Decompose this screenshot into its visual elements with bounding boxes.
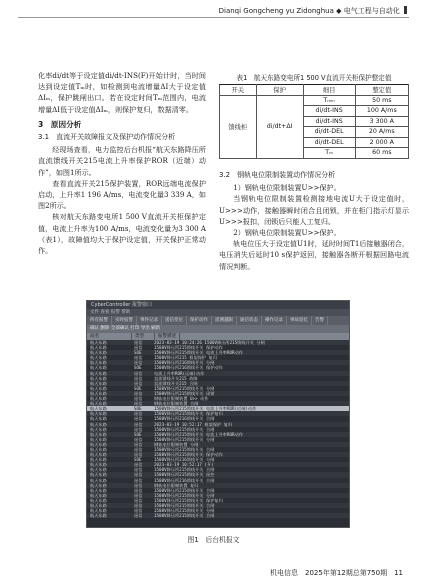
alarm-desc: 1500V降压所215馈线开关 保护动作 [154,345,223,351]
alarm-desc: 1500V降压所216馈线开关 保护动作 [154,365,223,371]
alarm-desc: 直流馈线开关215 故障 [154,375,198,381]
page-footer: 机电信息 2025年第12期总第750期 11 [270,569,403,577]
subheading-2: 2）钢轨电位限制装置U>>保护。 [233,228,341,238]
table-header-protection: 保护 [256,85,303,96]
alarm-type: 遥信 [134,467,143,473]
alarm-station: 航天东路 [90,441,107,447]
alarm-desc: 2023-03-19 10:52:17 框架保护 复归 [154,421,233,427]
alarm-type: 遥信 [134,492,143,498]
alarm-type: 遥信 [134,360,143,366]
alarm-type: 遥信 [134,472,143,478]
alarm-type: SOE [134,350,142,356]
screenshot-tab: 通信状态 [237,316,262,325]
alarm-desc: 1500V降压所215馈线开关 合闸 [154,467,215,473]
alarm-desc: 1500V降压所216馈线开关 合闸 [154,477,215,483]
alarm-station: 航天东路 [90,406,107,412]
alarm-list [87,340,349,518]
alarm-desc: 1500V降压所215馈线开关 合闸 [154,446,215,452]
screenshot-menu: 文件 查看 报警 帮助 [87,309,349,316]
alarm-station: 航天东路 [90,416,107,422]
alarm-station: 航天东路 [90,390,107,396]
alarm-station: 航天东路 [90,426,107,432]
left-paragraph-4: 核对航天东路变电所1 500 V直流开关柜保护定值，电流上升率为100 A/ms，电流变化量为3 300 A（表1），故障值均大于保护设定值，开关保护正常动作。 [38,212,206,256]
screenshot-tabs [87,316,349,325]
table-cell-value: 100 A/ms [355,106,408,117]
table-cell-item: di/dt-INS [303,106,355,117]
alarm-station: 航天东路 [90,385,107,391]
alarm-station: 航天东路 [90,355,107,361]
alarm-type: 遥信 [134,441,143,447]
alarm-desc: 1500V降压所215馈线开关 保护动作 [154,452,223,458]
left-paragraph-2: 经现场查看，电力监控后台机报“航天东路降压所直流馈线开关215电流上升率保护ROR（近端）动作”，如图1所示。 [38,145,206,177]
alarm-type: 遥信 [134,513,143,519]
alarm-desc: 1500V降压所216馈线开关 分闸 [154,457,215,463]
alarm-station: 航天东路 [90,482,107,488]
alarm-desc: 钢轨电位限制装置 分闸 [154,441,199,447]
col-station: 站名 [87,333,132,340]
alarm-desc: 1500V降压所215馈线开关 分闸 [154,508,215,514]
alarm-desc: 钢轨电位限制装置 复归 [154,482,199,488]
alarm-station: 航天东路 [90,370,107,376]
alarm-type: 遥信 [134,416,143,422]
table-cell-item: Tₘ [303,148,355,159]
alarm-type: 遥信 [134,436,143,442]
screenshot-tab: 事件记录 [137,316,162,325]
table-cell-item: di/dt-DEL [303,127,355,138]
alarm-station: 航天东路 [90,365,107,371]
alarm-desc: 1500V降压所215馈线开关 分闸 [154,385,215,391]
alarm-station: 航天东路 [90,462,107,468]
table-cell-item: Tₘᵢₙ [303,95,355,106]
alarm-station: 航天东路 [90,457,107,463]
alarm-screenshot [86,300,350,528]
alarm-station: 航天东路 [90,513,107,519]
table-cell-value: 60 ms [355,148,408,159]
alarm-desc: 电流上升率ROR(远端)动作 [154,370,205,376]
screenshot-tab: 告警 [312,316,328,325]
alarm-type: 遥信 [134,370,143,376]
screenshot-tab: 事故追忆 [287,316,312,325]
screenshot-tab: 操作记录 [262,316,287,325]
journal-pinyin: Dianqi Gongcheng yu Zidonghua [218,7,334,15]
header-bar-mark [404,6,407,14]
alarm-station: 航天东路 [90,401,107,407]
alarm-station: 航天东路 [90,350,107,356]
right-paragraph-1: 当钢轨电位限制装置检测接地电流U大于设定值时，U>>>动作，接触器瞬时闭合且闭锁，并在柜门指示灯显示U>>>报扣，闭锁后只能人工复归。 [219,194,409,226]
alarm-desc: 2023-03-19 10:52:17 (开) [154,462,214,468]
alarm-type: 遥信 [134,462,143,468]
alarm-type: 遥信 [134,503,143,508]
table-cell-value: 2 000 A [355,137,408,148]
alarm-desc: 2023-03-19 10:24:26 1500V降压所215馈线开关 分闸 [154,340,265,345]
table-cell-value: 3 300 A [355,116,408,127]
section-3-heading: 3 原因分析 [38,119,82,129]
screenshot-tab: 遥测越限 [212,316,237,325]
alarm-desc: 1500V降压所216馈线开关 分闸 [154,360,215,366]
alarm-type: 遥信 [134,375,143,381]
alarm-station: 航天东路 [90,380,107,386]
alarm-station: 航天东路 [90,508,107,514]
alarm-desc: 1500V降压所215馈线开关 电流上升率ROR动作 [154,431,243,437]
alarm-desc: 1500V降压所215馈线开关 电流上升率ROR动作 [154,350,243,356]
alarm-desc: 1500V降压所215馈线开关 电流上升率ROR(近端)动作 [154,406,257,412]
alarm-type: 遥信 [134,497,143,503]
header-rule [18,17,409,18]
table-header-item: 细目 [303,85,355,96]
alarm-station: 航天东路 [90,487,107,493]
alarm-type: 遥信 [134,390,143,396]
alarm-station: 航天东路 [90,446,107,452]
alarm-type: 遥信 [134,411,143,417]
table-cell-switch: 馈线柜 [220,95,257,158]
alarm-station: 航天东路 [90,431,107,437]
alarm-desc: 1500V降压所215馈线开关 合闸 [154,503,215,508]
alarm-type: 遥信 [134,380,143,386]
alarm-station: 航天东路 [90,503,107,508]
figure-caption: 图1 后台机报文 [187,536,240,544]
alarm-desc: 1500V降压所215馈线开关 保护复归 [154,497,223,503]
alarm-type: 遥信 [134,401,143,407]
col-type: 类型 [132,333,155,340]
alarm-station: 航天东路 [90,467,107,473]
alarm-station: 航天东路 [90,345,107,351]
table-caption: 表1 航天东路变电所1 500 V直流开关柜保护整定值 [236,74,392,82]
alarm-desc: 1500V降压所215馈线开关 合闸 [154,426,215,432]
alarm-station: 航天东路 [90,375,107,381]
table-header-value: 整定值 [355,85,408,96]
alarm-station: 航天东路 [90,360,107,366]
alarm-type: 遥信 [134,421,143,427]
screenshot-tab: 所有报警 [87,316,112,325]
alarm-type: SOE [134,385,142,391]
alarm-station: 航天东路 [90,396,107,402]
section-3-1-heading: 3.1 直流开关故障报文及保护动作情况分析 [38,133,176,142]
alarm-station: 航天东路 [90,477,107,483]
alarm-type: 遥信 [134,426,143,432]
alarm-desc: 1500V降压所215 框架保护 复归 [154,355,217,361]
alarm-type: 遥信 [134,477,143,483]
alarm-type: SOE [134,365,142,371]
alarm-type: SOE [134,457,142,463]
alarm-type: 遥信 [134,396,143,402]
alarm-type: SOE [134,431,142,437]
alarm-desc: 1500V降压所215馈线开关 分闸 [154,492,215,498]
alarm-desc: 1500V降压所216馈线开关 合闸 [154,416,215,422]
screenshot-toolbar: 确认 删除 全部确认 打印 导出 刷新 [87,325,349,333]
running-header: Dianqi Gongcheng yu Zidonghua ◆ 电气工程与自动化 [219,6,407,16]
right-column [219,168,409,272]
alarm-type: 遥信 [134,487,143,493]
table-cell-value: 50 ms [355,95,408,106]
alarm-station: 航天东路 [90,421,107,427]
alarm-station: 航天东路 [90,436,107,442]
alarm-desc: 1500V降压所215馈线开关 合闸 [154,487,215,493]
alarm-type: 遥信 [134,452,143,458]
alarm-desc: 1500V降压所215馈线开关 合闸 [154,513,215,519]
left-column [38,70,206,256]
screenshot-column-header [87,333,349,340]
left-paragraph-1: 化率di/dt等于设定值di/dt-INS(F)开始计时，当时间达到设定值Tₘ时，如检测到电流增量ΔI大于设定值ΔIₘ，保护跳闸出口。若在设定时间Tₘ范围内，电流增量ΔI低于设定值ΔIₘ，则保护复归，数据清零。 [38,71,206,114]
screenshot-tab: 实时报警 [112,316,137,325]
table-cell-protection: di/dt+ΔI [256,95,303,158]
screenshot-tab: 保护动作 [187,316,212,325]
alarm-station: 航天东路 [90,340,107,345]
alarm-type: 遥信 [134,340,143,345]
alarm-type: SOE [134,406,142,412]
alarm-type: 遥信 [134,446,143,452]
alarm-row [87,513,349,518]
table-header-switch: 开关 [220,85,257,96]
protection-settings-table [219,84,409,159]
table-cell-item: di/dt-DEL [303,137,355,148]
right-paragraph-2: 轨电位压大于设定值U1时，延时时间T1后接触器闭合，电压消失后延时10 s保护返回，接触器各断开根据回路电流情况判断。 [219,239,409,271]
col-desc: 报警描述 [155,333,180,340]
screenshot-title: CyberController 报警窗口 [87,301,349,309]
section-3-2-heading: 3.2 钢轨电位限制装置动作情况分析 [219,171,336,179]
left-paragraph-3: 查看直流开关215保护装置，ROR远端电流保护启动，上升率1 196 A/ms，电流变化量3 339 A，如图2所示。 [38,178,206,211]
alarm-type: 遥信 [134,482,143,488]
alarm-station: 航天东路 [90,492,107,498]
alarm-station: 航天东路 [90,472,107,478]
alarm-desc: 1500V降压所215馈线开关 遥控 [154,472,215,478]
alarm-desc: 1500V降压所215馈线开关 保护复归 [154,411,223,417]
journal-title-cn: 电气工程与自动化 [343,7,400,15]
alarm-station: 航天东路 [90,452,107,458]
alarm-type: 遥信 [134,345,143,351]
table-cell-value: 20 A/ms [355,127,408,138]
subheading-1: 1）钢轨电位限制装置U>>保护。 [233,183,341,193]
screenshot-tab: 遥信变位 [162,316,187,325]
alarm-desc: 1500V降压所215馈线开关 分闸 [154,436,215,442]
alarm-type: 遥信 [134,508,143,514]
alarm-station: 航天东路 [90,411,107,417]
alarm-station: 航天东路 [90,497,107,503]
alarm-type: 遥信 [134,355,143,361]
alarm-desc: 钢轨电位限制装置 U>> 动作 [154,396,209,402]
alarm-desc: 1500V降压所215馈线开关 闭锁 [154,390,215,396]
table-cell-item: di/dt-INS [303,116,355,127]
alarm-desc: 钢轨电位限制装置 合闸 [154,401,199,407]
alarm-desc: 直流馈线开关215 合闸 [154,380,198,386]
